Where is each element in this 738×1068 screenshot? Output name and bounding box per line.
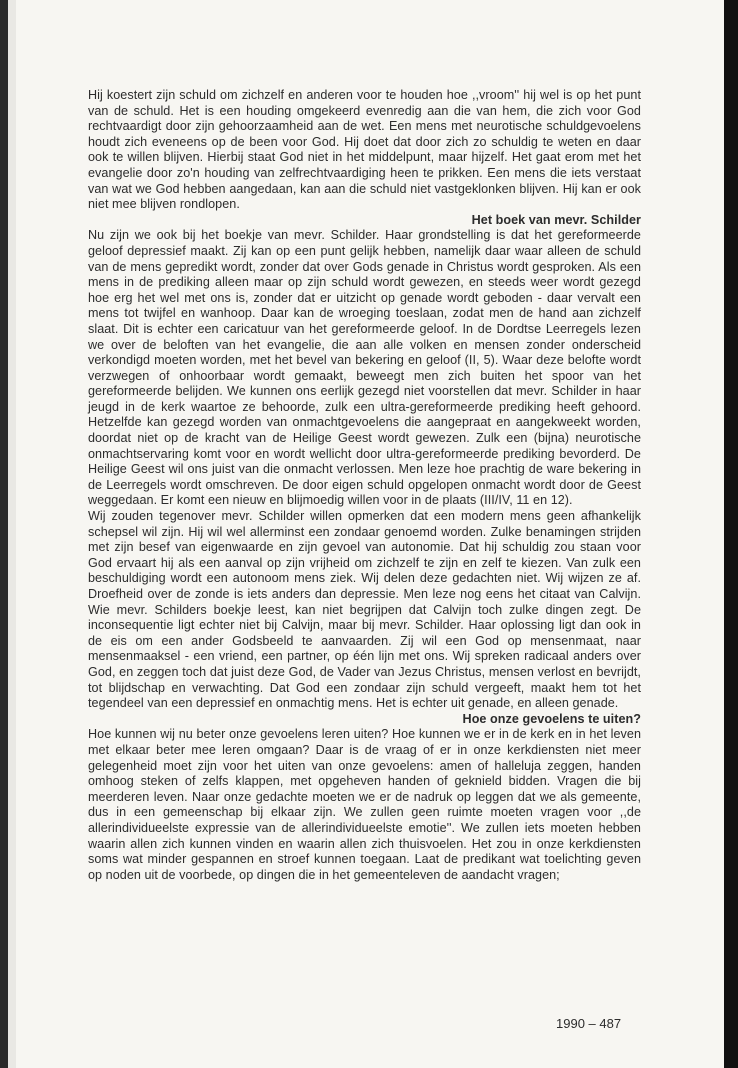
paragraph-schilder: Nu zijn we ook bij het boekje van mevr. Schilder. Haar grondstelling is dat het gereformeerde geloof depressief maakt. Zij kan op een punt gelijk hebben, namelijk daar waar alleen de schuld van de mens gepredikt wordt, zonder dat over Gods genade in Christus wordt gesproken. Als een mens in de prediking alleen maar op zijn schuld wordt gewezen, en steeds weer wordt gezegd hoe erg het wel met ons is, zonder dat er uitzicht op genade wordt geboden - daar vervalt een mens tot twijfel en wanhoop. Daar kan de wroeging toeslaan, zodat men de hand aan zichzelf slaat. Dit is echter een caricatuur van het gereformeerde geloof. In de Dordtse Leerregels lezen we over de beloften van het evangelie, die aan alle volken en mensen zonder onderscheid verkondigd moeten worden, met het bevel van bekering en geloof (II, 5). Waar deze belofte wordt verzwegen of onhoorbaar wordt gemaakt, beweegt men zich buiten het spoor van het gereformeerde belijden. We kunnen ons eerlijk gezegd niet voorstellen dat mevr. Schilder in haar jeugd in de kerk waartoe ze behoorde, zulk een ultra-gereformeerde prediking heeft gehoord. Hetzelfde kan gezegd worden van onmachtgevoelens die aangepraat en aangekweekt worden, doordat niet op de kracht van de Heilige Geest wordt gewezen. Zulk een (bijna) neurotische onmachtservaring komt voor en wordt wellicht door ultra-gereformeerde prediking bevorderd. De Heilige Geest wil ons juist van die onmacht verlossen. Men leze hoe prachtig de ware bekering in de Leerregels wordt omschreven. De door eigen schuld opgelopen onmacht wordt door de Geest weggedaan. Er komt een nieuw en blijmoedig willen voor in de plaats (III/IV, 11 en 12). <box>88 228 641 508</box>
page-number: 1990 – 487 <box>556 1016 622 1031</box>
article-body <box>88 88 641 883</box>
paragraph-gevoelens: Hoe kunnen wij nu beter onze gevoelens leren uiten? Hoe kunnen we er in de kerk en in het leven met elkaar beter mee leren omgaan? Daar is de vraag of er in onze kerkdiensten niet meer gelegenheid moet zijn voor het uiten van onze gevoelens: amen of halleluja zeggen, handen omhoog steken of zelfs klappen, met opgeheven handen of geknield bidden. Vragen die bij meerderen leven. Naar onze gedachte moeten we er de nadruk op leggen dat we als gemeente, dus in een gemeenschap bij elkaar zijn. We zullen geen ruimte moeten vragen voor ,,de allerindividueelste expressie van de allerindividueelste emotie''. We zullen iets moeten hebben waarin allen zich kunnen vinden en waarin allen zich thuisvoelen. Het zou in onze kerkdiensten soms wat minder gespannen en stroef kunnen toegaan. Laat de predikant wat toelichting geven op noden uit de voorbede, op dingen die in het gemeenteleven de aandacht vragen; <box>88 727 641 882</box>
paragraph-modern-mens: Wij zouden tegenover mevr. Schilder willen opmerken dat een modern mens geen afhankelijk schepsel wil zijn. Hij wil wel allerminst een zondaar genoemd worden. Zulke benamingen strijden met zijn besef van eigenwaarde en zijn gevoel van autonomie. Dat hij schuldig zou staan voor God ervaart hij als een aanval op zijn vrijheid om zichzelf te zijn en zelf te kiezen. Van zulk een beschuldiging wordt een autonoom mens ziek. Wij delen deze gedachten niet. Wij wijzen ze af. Droefheid over de zonde is iets anders dan depressie. Men leze nog eens het citaat van Calvijn. Wie mevr. Schilders boekje leest, kan niet begrijpen dat Calvijn toch zulke dingen zegt. De inconsequentie ligt echter niet bij Calvijn, maar bij mevr. Schilder. Haar oplossing ligt dan ook in de eis om een ander Godsbeeld te aanvaarden. Zij wil een God op mensenmaat, naar mensenmaaksel - een vriend, een partner, op één lijn met ons. Wij spreken radicaal anders over God, en zeggen toch dat juist deze God, de Vader van Jezus Christus, mensen verlost en bevrijdt, tot blijdschap en verwachting. Dat God een zondaar zijn schuld vergeeft, maakt hem tot het tegendeel van een depressief en onmachtig mens. Het is echter uit genade, en alleen genade. <box>88 509 641 711</box>
paragraph-intro: Hij koestert zijn schuld om zichzelf en anderen voor te houden hoe ,,vroom'' hij wel is op het punt van de schuld. Het is een houding omgekeerd evenredig aan die van hem, die zich voor God rechtvaardigt door zijn gehoorzaamheid aan de wet. Een mens met neurotische schuldgevoelens houdt zich eveneens op de been voor God. Hij doet dat door zich zo schuldig te weten en daar ook te willen blijven. Hierbij staat God niet in het middelpunt, maar hijzelf. Het gaat erom met het evangelie door zo'n houding van zelfrechtvaardiging heen te prikken. Een mens die iets verstaat van wat we God hebben aangedaan, kan aan die schuld niet vastgeklonken blijven. Hij kan er ook niet mee blijven rondlopen. <box>88 88 641 212</box>
section-heading-schilder: Het boek van mevr. Schilder <box>471 212 641 227</box>
section-heading-gevoelens: Hoe onze gevoelens te uiten? <box>462 711 641 726</box>
scan-edge <box>8 0 16 1068</box>
binding-edge <box>724 0 738 1068</box>
document-page <box>8 0 724 1068</box>
